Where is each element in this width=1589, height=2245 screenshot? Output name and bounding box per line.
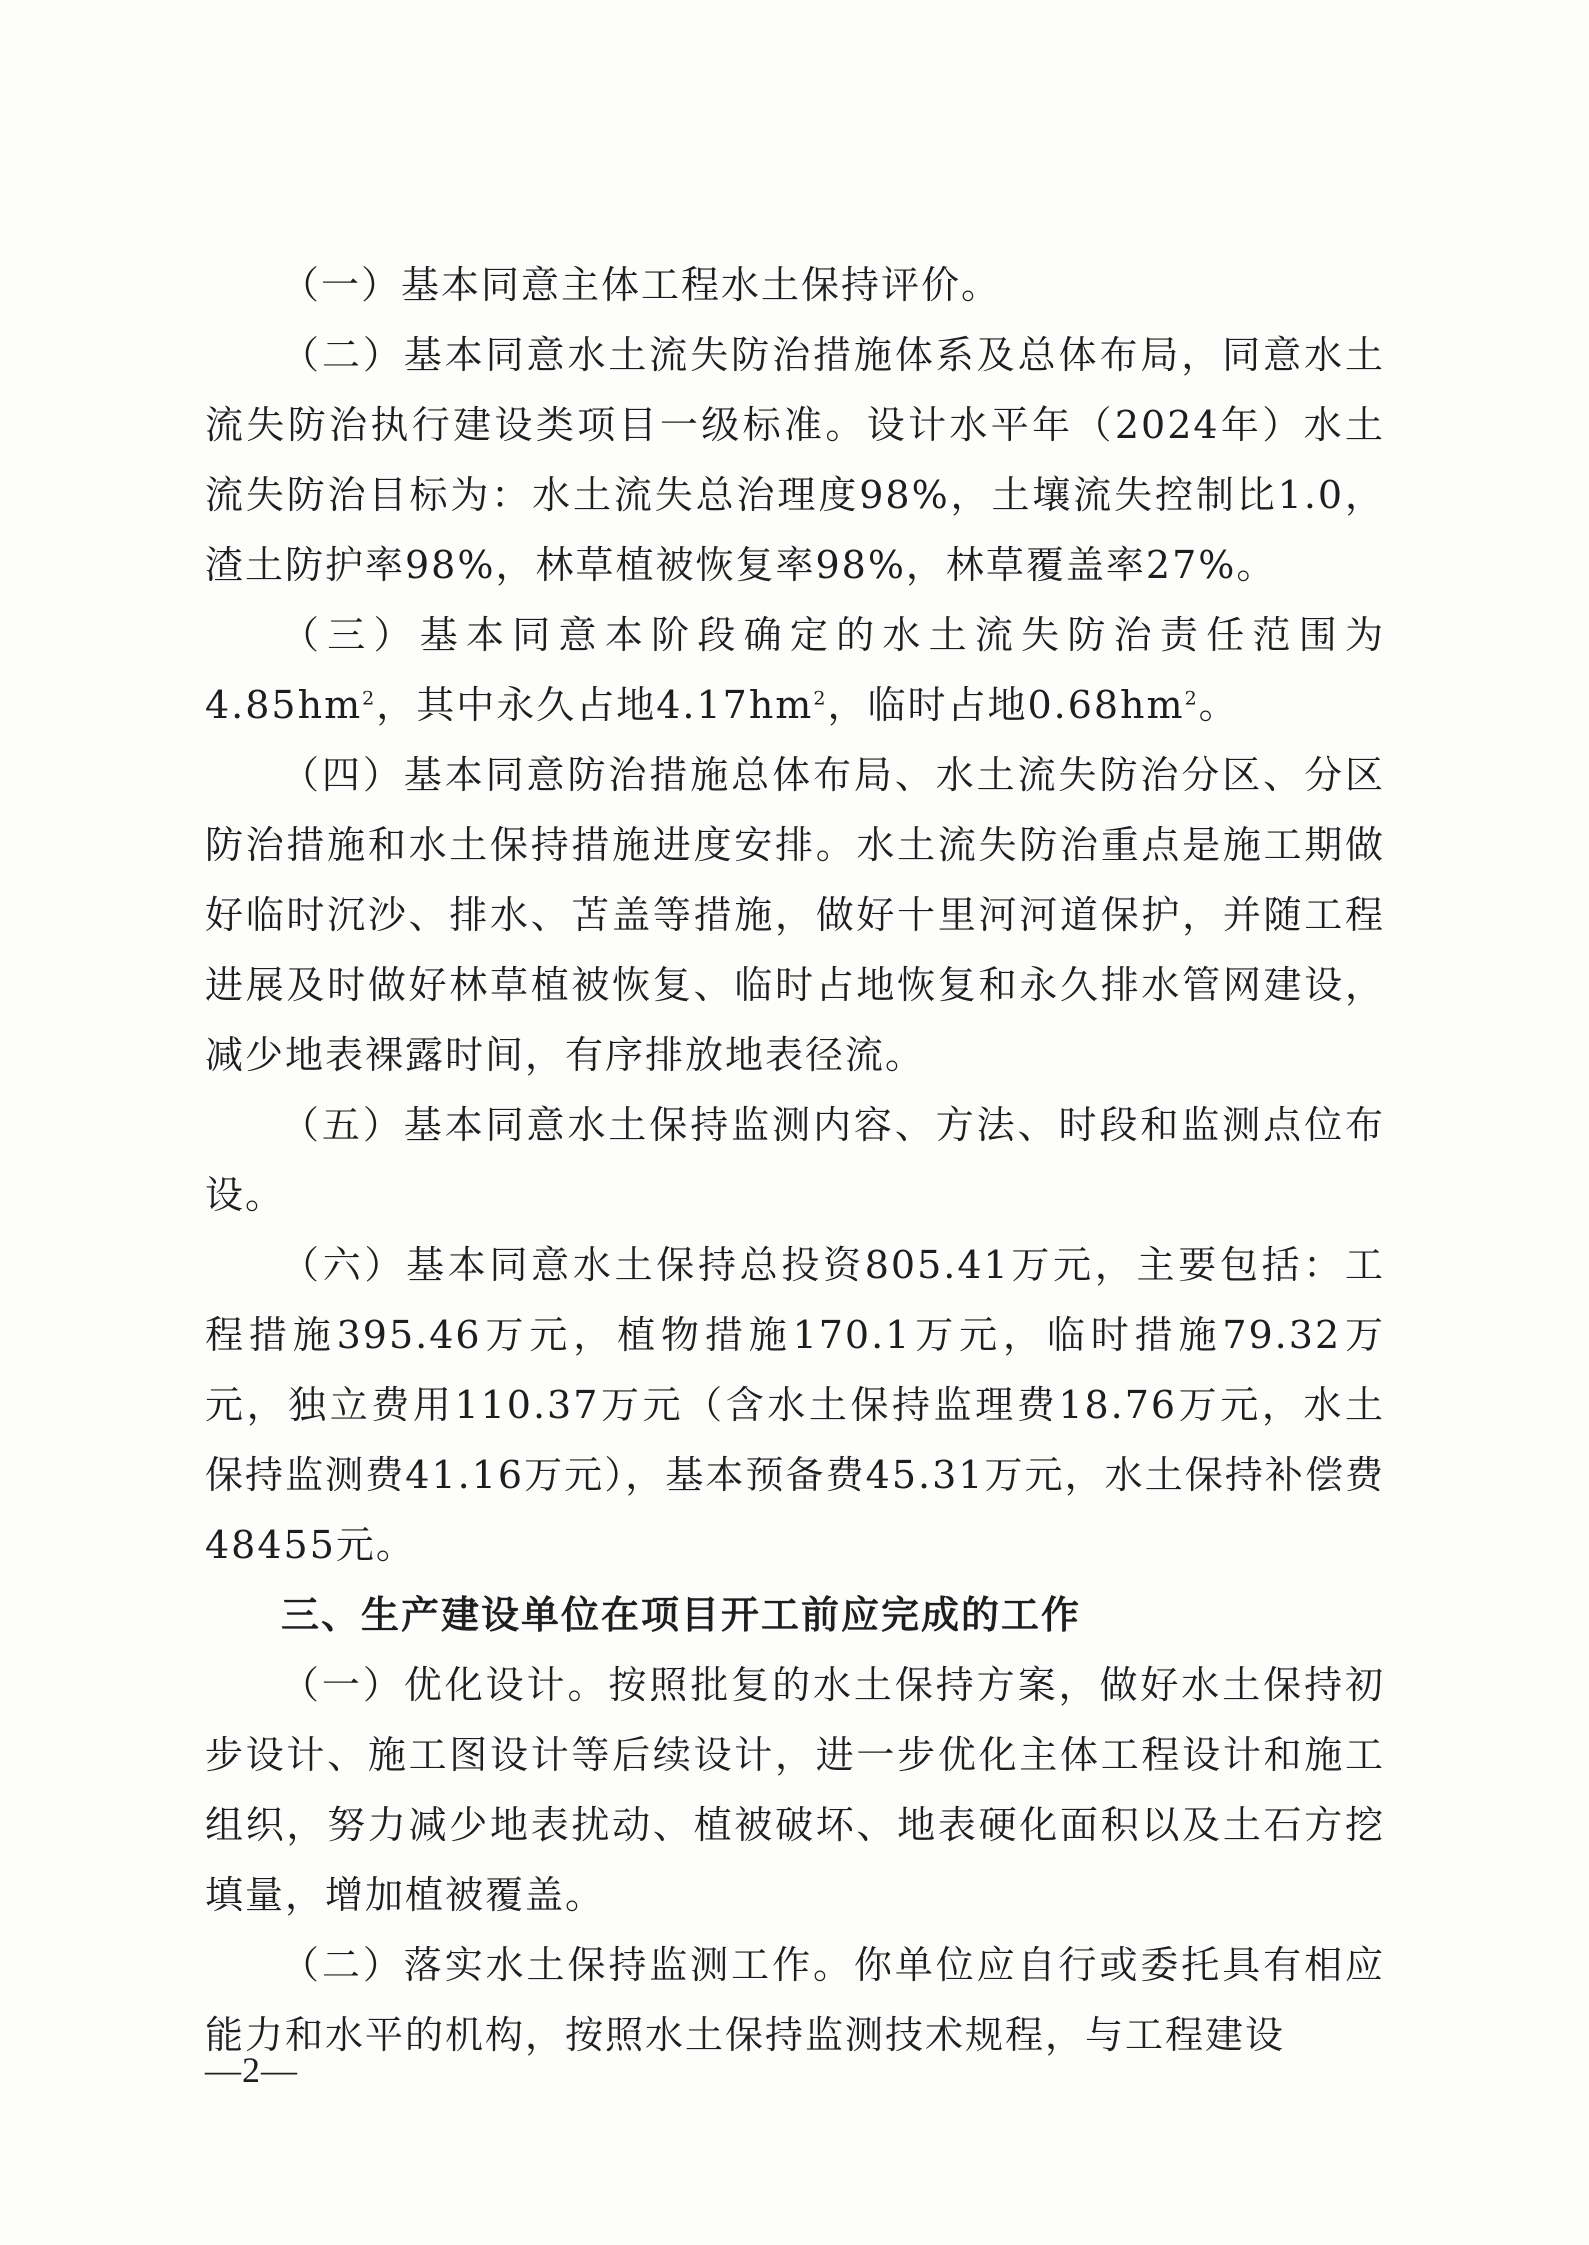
paragraph-optimize-design: （一）优化设计。按照批复的水土保持方案，做好水土保持初步设计、施工图设计等后续设计，进一步优化主体工程设计和施工组织，努力减少地表扰动、植被破坏、地表硬化面积以及土石方挖填量，增加植被覆盖。 [205, 1663, 1385, 1917]
paragraph-item-6: （六）基本同意水土保持总投资805.41万元，主要包括：工程措施395.46万元，植物措施170.1万元，临时措施79.32万元，独立费用110.37万元（含水土保持监理费18.76万元，水土保持监测费41.16万元），基本预备费45.31万元，水土保持补偿费48455元。 [205, 1243, 1385, 1567]
paragraph-item-4: （四）基本同意防治措施总体布局、水土流失防治分区、分区防治措施和水土保持措施进度安排。水土流失防治重点是施工期做好临时沉沙、排水、苫盖等措施，做好十里河河道保护，并随工程进展及时做好林草植被恢复、临时占地恢复和永久排水管网建设，减少地表裸露时间，有序排放地表径流。 [205, 753, 1385, 1077]
paragraph-item-5: （五）基本同意水土保持监测内容、方法、时段和监测点位布设。 [205, 1103, 1385, 1217]
superscript-2: 2 [1184, 687, 1199, 710]
superscript-2: 2 [362, 687, 377, 710]
paragraph-item-3 [205, 600, 1385, 740]
paragraph-item-2: （二）基本同意水土流失防治措施体系及总体布局，同意水土流失防治执行建设类项目一级标准。设计水平年（2024年）水土流失防治目标为：水土流失总治理度98%，土壤流失控制比1.0，渣土防护率98%，林草植被恢复率98%，林草覆盖率27%。 [205, 333, 1385, 587]
superscript-2: 2 [813, 687, 828, 710]
scope-text-temporary: ，临时占地0.68hm [827, 683, 1185, 727]
page-number: —2— [205, 2050, 298, 2090]
scope-text-end: 。 [1198, 683, 1239, 727]
paragraph-item-1: （一）基本同意主体工程水土保持评价。 [281, 263, 1002, 307]
document-body [205, 250, 1385, 2070]
scope-text-lead: （三）基本同意本阶段确定的水土流失防治责任范围为4.85hm [205, 613, 1385, 727]
section-heading: 三、生产建设单位在项目开工前应完成的工作 [281, 1593, 1082, 1637]
paragraph-monitoring: （二）落实水土保持监测工作。你单位应自行或委托具有相应能力和水平的机构，按照水土保持监测技术规程，与工程建设 [205, 1943, 1385, 2057]
scope-text-permanent: ，其中永久占地4.17hm [376, 683, 814, 727]
